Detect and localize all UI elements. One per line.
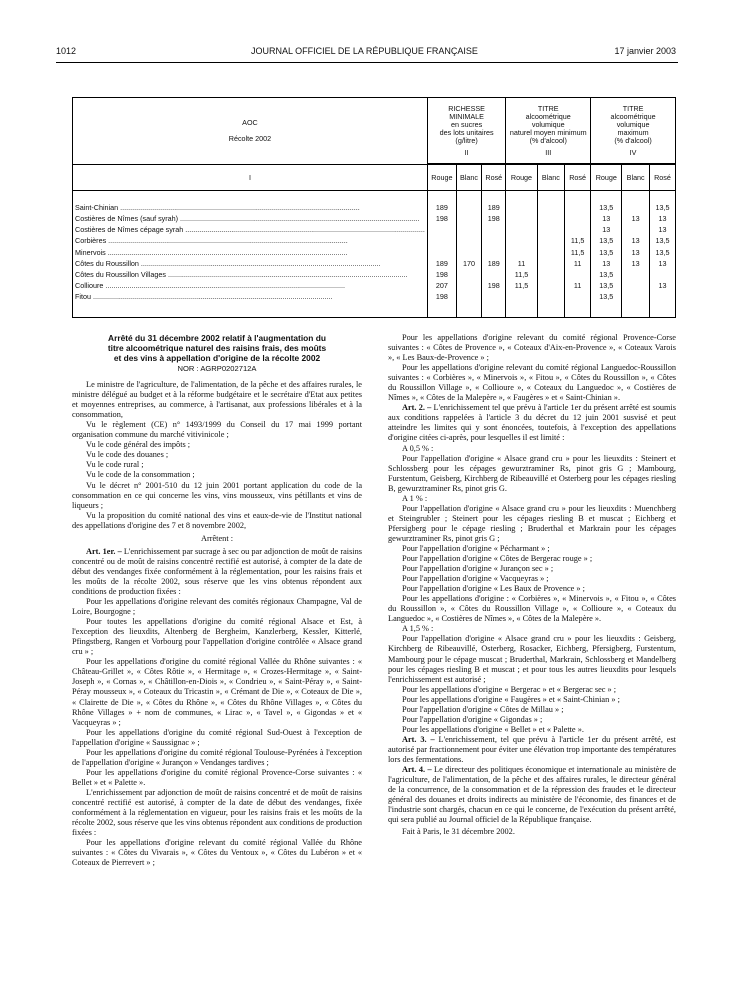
value-cell <box>506 224 537 235</box>
decree-title-line: Arrêté du 31 décembre 2002 relatif à l'augmentation du <box>108 333 326 343</box>
value-cell: 198 <box>427 269 456 280</box>
value-cell <box>622 269 649 280</box>
value-cell <box>506 202 537 213</box>
paragraph: Le ministre de l'agriculture, de l'alimentation, de la pêche et des affaires rurales, le ministre délégué au budget et à la réforme budgétaire et le secrétaire d'Etat aux petites et moyennes entreprises, au commerce, à l'artisanat, aux professions libérales et à la consommation, <box>72 380 362 420</box>
titre-min-line3: naturel moyen minimum <box>509 127 587 137</box>
richesse-line1: RICHESSE MINIMALE <box>448 103 485 121</box>
value-cell: 189 <box>482 258 506 269</box>
value-cell: 189 <box>427 202 456 213</box>
value-cell <box>506 291 537 302</box>
value-cell: 13 <box>649 224 675 235</box>
value-cell <box>506 235 537 246</box>
richesse-line4: (g/litre) <box>455 135 478 145</box>
paragraph: Pour l'appellation d'origine « Vacqueyras » ; <box>402 574 549 584</box>
article-2 <box>388 403 676 443</box>
value-cell <box>537 269 564 280</box>
header-rule <box>56 62 678 63</box>
table-row <box>73 202 676 213</box>
value-cell: 11 <box>565 258 591 269</box>
value-cell: 198 <box>427 213 456 224</box>
paragraph: Pour les appellations d'origine relevant du comité régional Vallée du Rhône suivantes : « Côtes du Vivarais », « Côtes du Ventoux », « Côtes du Lubéron » et « Coteaux de Pierrevert » ; <box>72 838 362 868</box>
paragraph: Pour l'appellation d'origine « Les Baux de Provence » ; <box>402 584 585 594</box>
aoc-name-cell: Saint-Chinian ........................................................................................................................ <box>73 202 428 213</box>
paragraph: Pour l'appellation d'origine « Pécharmant » ; <box>402 543 550 553</box>
value-cell: 198 <box>482 213 506 224</box>
value-cell <box>456 280 481 291</box>
value-cell: 11,5 <box>565 235 591 246</box>
article-4-label: Art. 4. – <box>402 765 432 775</box>
paragraph: Pour l'appellation d'origine « Côtes de Bergerac rouge » ; <box>402 554 593 564</box>
titre-max-line1: TITRE <box>622 103 644 113</box>
rate-heading: A 0,5 % : <box>402 443 434 453</box>
value-cell: 207 <box>427 280 456 291</box>
paragraph: Pour l'appellation d'origine « Alsace grand cru » pour les lieuxdits : Geisberg, Kirchberg de Ribeauvillé, Osterberg, Rosacker, Eichberg, Pfersigberg, Furstentum, Mambourg pour le cépage muscat ; Bruderthal, Markrain, Schlossberg et Mandelberg pour les cépages riesling B et muscat ; et pour tous les autres lieuxdits pour lesquels l'enrichissement est autorisé ; <box>388 634 676 684</box>
subcol-header: Blanc <box>456 165 481 191</box>
recolte-heading: Récolte 2002 <box>228 134 272 143</box>
aoc-column-header <box>73 98 428 165</box>
subcol-header: Blanc <box>537 165 564 191</box>
value-cell <box>565 202 591 213</box>
value-cell: 13 <box>649 213 675 224</box>
aoc-name-cell: Côtes du Roussillon Villages ........................................................................................................................ <box>73 269 428 280</box>
titre-min-line4: (% d'alcool) <box>529 135 567 145</box>
value-cell <box>427 235 456 246</box>
value-cell <box>537 291 564 302</box>
article-1-text: L'enrichissement par sucrage à sec ou par adjonction de moût de raisins concentré ou de moût de raisins concentré rectifié est autorisé, à compter de la date de début des vendanges fixée conformément à la réglementation, pour les raisins frais et les moûts de la récolte 2002, sous réserve que les vins obtenus répondent aux conditions de production fixées : <box>72 546 362 596</box>
table-row <box>73 269 676 280</box>
value-cell <box>622 224 649 235</box>
titre-max-num: IV <box>629 147 637 157</box>
value-cell <box>622 280 649 291</box>
running-header <box>56 46 676 60</box>
paragraph: Pour les appellations d'origine : « Corbières », « Minervois », « Fitou », « Côtes du Roussillon », « Côtes du Roussillon Village », « Collioure », « Coteaux du Languedoc », « Costières de Nîmes », « Côtes de la Malepère ». <box>388 594 676 624</box>
table-body <box>73 202 676 302</box>
value-cell <box>427 224 456 235</box>
issue-date: 17 janvier 2003 <box>614 46 676 56</box>
value-cell: 13,5 <box>591 202 622 213</box>
value-cell: 11,5 <box>565 246 591 257</box>
value-cell <box>537 213 564 224</box>
paragraph: Pour l'appellation d'origine « Alsace grand cru » pour les lieuxdits : Steinert et Schlossberg pour les cépages gewurztraminer Rs, pinot gris G ; Mambourg, Furstentum, Geisberg, Kirchberg de Ribeauvillé et Osterberg pour les cépages riesling B, gewurztraminer Rs, pinot gris G. <box>388 453 676 493</box>
value-cell: 198 <box>427 291 456 302</box>
value-cell: 13,5 <box>591 291 622 302</box>
value-cell: 13 <box>622 246 649 257</box>
table-row <box>73 258 676 269</box>
rate-heading: A 1 % : <box>402 493 428 503</box>
journal-title: JOURNAL OFFICIEL DE LA RÉPUBLIQUE FRANÇAISE <box>251 46 478 56</box>
value-cell <box>649 291 675 302</box>
value-cell: 13 <box>622 235 649 246</box>
paragraph: Pour toutes les appellations d'origine du comité régional Alsace et Est, à l'exception des lieuxdits, Altenberg de Bergheim, Kanzlerberg, Kessler, Kitterlé, Pfingstberg, Rangen et Vorbourg pour l'appellation d'origine contrôlée « Alsace grand cru » ; <box>72 617 362 657</box>
table-row <box>73 291 676 302</box>
paragraph: Pour l'appellation d'origine « Alsace grand cru » pour les lieuxdits : Muenchberg et Steingrubler ; Steinert pour les cépages riesling B et muscat ; Eichberg et Pfersigberg pour le cépage riesling ; Bruderthal et Markrain pour les cépages gewurztraminer Rs, pinot gris G ; <box>388 503 676 543</box>
paragraph: Pour l'appellation d'origine « Jurançon sec » ; <box>402 564 554 574</box>
value-cell <box>537 202 564 213</box>
value-cell <box>506 246 537 257</box>
titre-max-header <box>591 98 676 164</box>
value-cell <box>456 246 481 257</box>
subcol-header: Rosé <box>649 165 675 191</box>
value-cell: 13,5 <box>591 235 622 246</box>
decree-title-line: titre alcoométrique naturel des raisins frais, des moûts <box>107 343 327 353</box>
aoc-name-cell: Corbières ........................................................................................................................ <box>73 235 428 246</box>
article-4 <box>388 765 676 825</box>
value-cell <box>565 224 591 235</box>
value-cell: 13 <box>649 258 675 269</box>
aoc-name-cell: Collioure ........................................................................................................................ <box>73 280 428 291</box>
paragraph: Pour les appellations d'origine du comité régional Sud-Ouest à l'exception de l'appellation d'origine « Saussignac » ; <box>72 727 362 747</box>
paragraph: Pour les appellations d'origine du comité régional Vallée du Rhône suivantes : « Château-Grillet », « Côtes Rôtie », « Hermitage », « Crozes-Hermitage », « Saint-Joseph », « Cornas », « Châtillon-en-Diois », « Condrieu », « Saint-Péray », « Saint-Péray mousseux », « Coteaux du Tricastin », « Crémant de Die », « Coteaux de Die », « Clairette de Die », « Côtes du Rhône », « Côtes du Rhône Villages », « Côtes du Rhône Villages » + nom de communes, « Lirac », « Tavel », « Gigondas » et « Vacqueyras » ; <box>72 657 362 727</box>
value-cell <box>565 213 591 224</box>
value-cell: 189 <box>427 258 456 269</box>
aoc-name-cell: Côtes du Roussillon ........................................................................................................................ <box>73 258 428 269</box>
value-cell <box>456 235 481 246</box>
article-2-text: L'enrichissement tel que prévu à l'article 1er du présent arrêté est soumis aux conditions rappelées à l'article 3 du décret du 12 juin 2001 susvisé et peut atteindre les limites qui y sont énoncées, toutefois, à l'exception des appellations d'origine citées ci-après, pour lesquelles il est limité : <box>388 403 677 443</box>
paragraph: Pour les appellations d'origine relevant des comités régionaux Champagne, Val de Loire, Bourgogne ; <box>72 597 362 617</box>
aoc-name-cell: Fitou ........................................................................................................................ <box>73 291 428 302</box>
table-row <box>73 246 676 257</box>
subcol-header: Rouge <box>506 165 537 191</box>
subcol-header: Blanc <box>622 165 649 191</box>
paragraph: Vu la proposition du comité national des vins et eaux-de-vie de l'Institut national des appellations d'origine des 7 et 8 novembre 2002, <box>72 510 362 530</box>
value-cell <box>456 202 481 213</box>
aoc-name-cell: Costières de Nîmes (sauf syrah) ........................................................................................................................ <box>73 213 428 224</box>
decree-title-line: et des vins à appellation d'origine de la récolte 2002 <box>113 353 321 363</box>
subcol-header: Rosé <box>482 165 506 191</box>
article-3-label: Art. 3. – <box>402 734 435 744</box>
value-cell <box>482 246 506 257</box>
subcol-header: Rosé <box>565 165 591 191</box>
article-1 <box>72 547 362 597</box>
value-cell: 189 <box>482 202 506 213</box>
article-3 <box>388 735 676 765</box>
value-cell: 11 <box>506 258 537 269</box>
paragraph: Pour l'appellation d'origine « Gigondas » ; <box>402 714 543 724</box>
aoc-name-cell: Minervois ........................................................................................................................ <box>73 246 428 257</box>
arretent: Arrêtent : <box>200 533 234 543</box>
paragraph: Pour l'appellation d'origine « Côtes de Millau » ; <box>402 704 564 714</box>
value-cell <box>506 213 537 224</box>
value-cell <box>456 213 481 224</box>
page-number: 1012 <box>56 46 77 56</box>
value-cell <box>537 280 564 291</box>
value-cell <box>537 235 564 246</box>
value-cell <box>537 224 564 235</box>
value-cell: 13,5 <box>649 246 675 257</box>
value-cell <box>456 269 481 280</box>
titre-min-line2: alcoométrique volumique <box>525 111 571 129</box>
richesse-num: II <box>464 147 469 157</box>
paragraph: Vu le code rural ; <box>86 460 144 470</box>
paragraph: L'enrichissement par adjonction de moût de raisins concentré et de moût de raisins concentré rectifié est autorisé, à compter de la date de début des vendanges, fixée conformément à la réglementation en vigueur, pour les raisins frais et les moûts de la récolte 2002, sous réserve que les vins obtenus répondent aux conditions de production fixées : <box>72 787 362 838</box>
titre-max-line2: alcoométrique volumique <box>610 111 656 129</box>
left-column <box>72 333 362 868</box>
article-3-text: L'enrichissement, tel que prévu à l'article 1er du présent arrêté, est autorisé par fractionnement pour éviter une élévation trop importante des températures lors des fermentations. <box>388 734 676 764</box>
value-cell: 11 <box>565 280 591 291</box>
nor-reference: NOR : AGRP0202712A <box>177 364 257 373</box>
paragraph: Pour les appellations d'origine « Bellet » et « Palette ». <box>402 724 584 734</box>
paragraph: Vu le code général des impôts ; <box>86 440 191 450</box>
titre-max-line4: (% d'alcool) <box>614 135 652 145</box>
value-cell: 198 <box>482 280 506 291</box>
right-column <box>388 333 676 837</box>
subcol-header: Rouge <box>591 165 622 191</box>
paragraph: Pour les appellations d'origine du comité régional Toulouse-Pyrénées à l'exception de l'appellation d'origine « Jurançon » Vendanges tardives ; <box>72 747 362 767</box>
value-cell: 13 <box>591 213 622 224</box>
column-number-i: I <box>73 165 428 191</box>
value-cell: 13 <box>591 224 622 235</box>
paragraph: Vu le règlement (CE) n° 1493/1999 du Conseil du 17 mai 1999 portant organisation commune du marché vitivinicole ; <box>72 420 362 440</box>
paragraph: Pour les appellations d'origine relevant du comité régional Provence-Corse suivantes : « Côtes de Provence », « Coteaux d'Aix-en-Provence », « Coteaux Varois », « Les Baux-de-Provence » ; <box>388 333 676 363</box>
paragraph: Pour les appellations d'origine « Faugères » et « Saint-Chinian » ; <box>402 694 620 704</box>
value-cell: 13 <box>649 280 675 291</box>
rate-heading: A 1,5 % : <box>402 624 434 634</box>
value-cell <box>537 258 564 269</box>
value-cell: 13,5 <box>649 202 675 213</box>
value-cell <box>537 246 564 257</box>
value-cell: 13,5 <box>591 280 622 291</box>
decree-title <box>72 333 362 363</box>
value-cell: 13,5 <box>649 235 675 246</box>
subheader-row <box>73 165 676 191</box>
table-row <box>73 235 676 246</box>
paragraph: Pour les appellations d'origine « Bergerac » et « Bergerac sec » ; <box>402 684 617 694</box>
paragraph: Vu le code de la consommation ; <box>86 470 195 480</box>
richesse-line3: des lots unitaires <box>439 127 494 137</box>
value-cell <box>622 291 649 302</box>
article-2-label: Art. 2. – <box>402 403 432 413</box>
titre-min-line1: TITRE <box>537 103 559 113</box>
paragraph: Pour les appellations d'origine relevant du comité régional Languedoc-Roussillon suivantes : « Corbières », « Minervois », « Fitou », « Côtes du Roussillon », « Côtes du Roussillon Village », « Collioure », « Coteaux du Languedoc », « Costières de Nîmes », « Côtes de la Malepère », « Faugères » et « Saint-Chinian ». <box>388 363 676 403</box>
value-cell: 13,5 <box>591 269 622 280</box>
article-1-label: Art. 1er. – <box>86 546 122 556</box>
titre-max-line3: maximum <box>617 127 649 137</box>
subcol-header: Rouge <box>427 165 456 191</box>
richesse-line2: en sucres <box>451 119 483 129</box>
value-cell <box>482 224 506 235</box>
value-cell <box>649 269 675 280</box>
value-cell: 11,5 <box>506 280 537 291</box>
table-row <box>73 213 676 224</box>
article-4-text: Le directeur des politiques économique et internationale au ministère de l'agriculture, de l'alimentation, de la pêche et des affaires rurales, le directeur général de la concurrence, de la consommation et de la répression des fraudes et le directeur général des douanes et droits indirects au ministère de l'économie, des finances et de l'industrie sont chargés, chacun en ce qui le concerne, de l'exécution du présent arrêté, qui sera publié au Journal officiel de la République française. <box>388 765 677 825</box>
value-cell <box>482 269 506 280</box>
paragraph: Vu le code des douanes ; <box>86 450 169 460</box>
value-cell <box>456 224 481 235</box>
richesse-header <box>427 98 505 164</box>
value-cell <box>565 291 591 302</box>
value-cell: 13 <box>591 258 622 269</box>
titre-min-num: III <box>545 147 552 157</box>
value-cell: 13 <box>622 258 649 269</box>
value-cell <box>565 269 591 280</box>
signature-place-date: Fait à Paris, le 31 décembre 2002. <box>402 827 515 837</box>
value-cell <box>482 291 506 302</box>
table-row <box>73 224 676 235</box>
value-cell <box>622 202 649 213</box>
table-row <box>73 280 676 291</box>
value-cell: 11,5 <box>506 269 537 280</box>
aoc-table <box>72 97 676 318</box>
aoc-heading: AOC <box>242 118 258 127</box>
value-cell <box>482 235 506 246</box>
value-cell: 13,5 <box>591 246 622 257</box>
value-cell: 13 <box>622 213 649 224</box>
paragraph: Pour les appellations d'origine du comité régional Provence-Corse suivantes : « Bellet » et « Palette ». <box>72 767 362 787</box>
value-cell <box>456 291 481 302</box>
titre-min-header <box>506 98 591 164</box>
paragraph: Vu le décret n° 2001-510 du 12 juin 2001 portant application du code de la consommation en ce qui concerne les vins, vins mousseux, vins pétillants et vins de liqueurs ; <box>72 480 362 510</box>
aoc-name-cell: Costières de Nîmes cépage syrah ........................................................................................................................ <box>73 224 428 235</box>
value-cell <box>427 246 456 257</box>
value-cell: 170 <box>456 258 481 269</box>
